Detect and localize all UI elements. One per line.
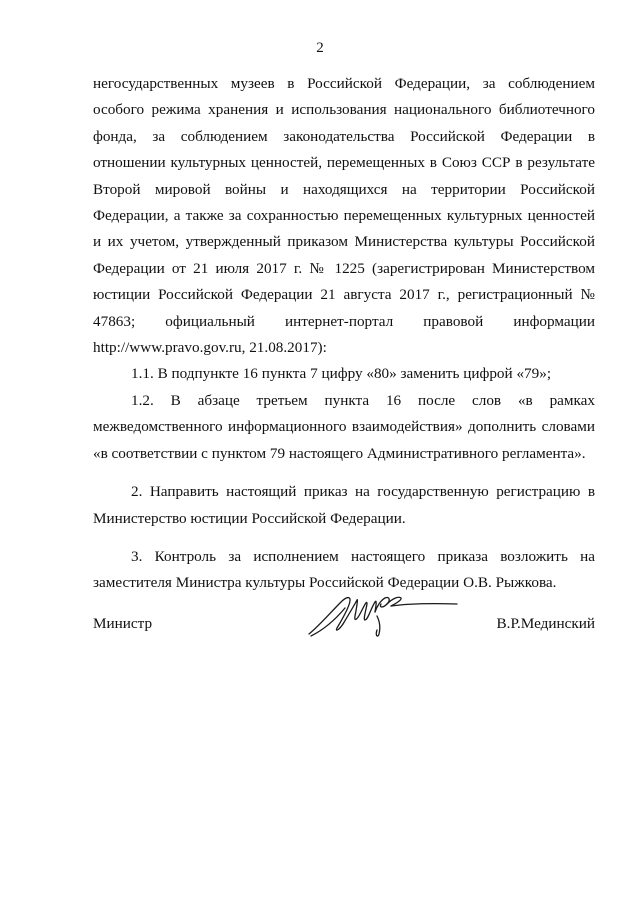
signatory-title: Министр xyxy=(93,615,153,632)
document-body xyxy=(93,71,595,597)
paragraph-item-3: 3. Контроль за исполнением настоящего приказа возложить на заместителя Министра культуры Российской Федерации О.В. Рыжкова. xyxy=(93,547,595,592)
handwritten-signature xyxy=(305,590,465,642)
paragraph-item-1-1: 1.1. В подпункте 16 пункта 7 цифру «80» заменить цифрой «79»; xyxy=(131,365,552,383)
paragraph-item-1-2: 1.2. В абзаце третьем пункта 16 после слов «в рамках межведомственного информационного взаимодействия» дополнить словами «в соответствии с пунктом 79 настоящего Административного регламента». xyxy=(93,391,595,462)
paragraph-continuation: негосударственных музеев в Российской Федерации, за соблюдением особого режима хранения и использования национального библиотечного фонда, за соблюдением законодательства Российской Федерации в отношении культурных ценностей, перемещенных в Союз ССР в результате Второй мировой войны и находящихся на территории Российской Федерации, а также за сохранностью перемещенных культурных ценностей и их учетом, утвержденный приказом Министерства культуры Российской Федерации от 21 июля 2017 г. № 1225 (зарегистрирован Министерством юстиции Российской Федерации 21 августа 2017 г., регистрационный № 47863; официальный интернет-портал правовой информации http://www.pravo.gov.ru, 21.08.2017): xyxy=(93,75,595,357)
signatory-name: В.Р.Мединский xyxy=(496,615,595,632)
paragraph-item-2: 2. Направить настоящий приказ на государственную регистрацию в Министерство юстиции Российской Федерации. xyxy=(93,483,595,527)
page-number: 2 xyxy=(316,40,324,56)
